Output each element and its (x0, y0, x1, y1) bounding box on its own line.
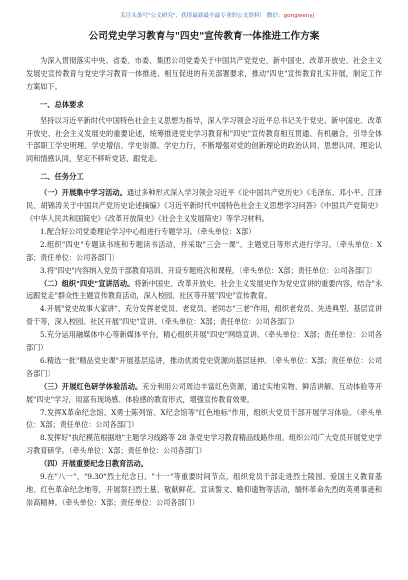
task-item: 8.发挥好"执纪模范根据地"主题学习线路等 28 条党史学习教育精品线路作用，组织公司广大党员开展党史学习教育研学。（牵头单位：X部；责任单位：公司各部门） (26, 433, 382, 456)
task-item: 7.发挥X革命纪念馆、X勇士陈列馆、X纪念馆等"红色地标"作用，组织大党员干部开展学习体验。（牵头单位：X部；责任单位：公司各部门） (26, 407, 382, 430)
task-item: 3.将"四史"内容纳入党员干部教育培训、开设专题班次和课程。〔牵头单位：X部；责任单位：公司各部门〕 (40, 265, 377, 275)
subsection-title: （四）开展重要纪念日教育活动。 (40, 459, 148, 469)
subsection-title: （二）组织"四史"宣讲活动。 (40, 278, 135, 288)
task-item: 9.在"八一"、"9.30"烈士纪念日、"十一"等重要时间节点，组织党员干部走进烈士陵园、爱国主义教育基地、红色革命纪念地等，开展祭扫烈士墓、敬献鲜花、宣读誓文、瞻仰遗物等活动，缅怀革命先烈的英勇事迹和崇高精神。（牵头单位：X部；责任单位：公司各部门） (26, 472, 382, 507)
document-body (26, 55, 382, 510)
task-item: 4.开展"党史故事大家讲"，充分发挥老党员、老党员、老同志"三老"作用，组织老党员、先进典型、基层宣讲骨干等，深入校园、社区开展"四史"宣讲。（牵头单位：X部；责任单位：公司各部门） (26, 304, 382, 327)
intro-paragraph: 为深入贯彻落实中央、省委、市委、集团公司党委关于中国共产党党史、新中国史、改革开放史、社会主义发展史宣传教育与党史学习教育一体推进、相互促进的有关部署要求，推动"四史"宣传教育扎实开展，制定工作方案如下。 (26, 56, 382, 91)
document-title: 公司党史学习教育与"四史"宣传教育一体推进工作方案 (88, 31, 320, 42)
task-item: 1.配合好公司党委理论学习中心组进行专题学习。（牵头单位：X部） (40, 226, 256, 236)
subsection-text: 充分利用公司周边丰富红色资源，通过实地实物、鲜活讲解、互动体验等开展"四史"学习，用富有现场感、体验感的教育形式，增强宣传教育效果。 (26, 381, 382, 404)
section-heading-general: 一、总体要求 (40, 99, 84, 109)
subsection-lecture (26, 278, 382, 304)
task-item: 5.充分运用融媒体中心等新媒体平台，精心组织开展"四史"网络宣讲。（牵头单位：X部；责任单位：公司各部门） (26, 330, 382, 353)
subsection-title: （一）开展集中学习活动。 (40, 188, 127, 198)
subsection-red-study (26, 381, 382, 407)
subsection-study (26, 187, 382, 226)
subsection-title: （三）开展红色研学体验活动。 (40, 381, 143, 391)
subsection-text: 通过多种形式深入学习领会习近平《论中国共产党历史》《毛泽东、邓小平、江泽民、胡锦涛关于中国共产党历史论述摘编》《习近平新时代中国特色社会主义思想学习问答》《中国共产党简史》《中华人民共和国简史》《改革开放简史》《社会主义发展简史》等学习材料。 (26, 188, 382, 223)
task-item: 6.精选一批"精品党史课"开展基层巡讲，推动优质党史资源向基层延伸。〔牵头单位：X部；责任单位：公司各部门〕 (26, 355, 382, 378)
task-item: 2.组织"四史"专题读书班和专题读书活动，并采取"三会一课"、主题党日等形式进行学习。〔牵头单位：X部；责任单位：公司各部门〕 (26, 239, 382, 262)
subsection-text: 将新中国史、改革开放史、社会主义发展史作为党史宣讲的重要内容，结合"永远跟党走"群众性主题宣传教育活动，深入校园、社区等开展"四史"宣传教育。 (26, 278, 382, 301)
general-requirements-text: 坚持以习近平新时代中国特色社会主义思想为指导，深入学习领会习近平总书记关于党史、新中国史、改革开放史、社会主义发展史的重要论述，统筹推进党史学习教育和"四史"宣传教育相互贯通、有机融合，引导全体干部职工学史明理、学史增信、学史崇德、学史力行，不断增强对党的创新理论的政治认同、思想认同、理论认同和情感认同，坚定不移听党话、跟党走。 (26, 115, 382, 164)
banner-wechat: gongwenyj (283, 13, 315, 19)
section-heading-tasks: 二、任务分工 (40, 172, 84, 182)
source-banner (120, 12, 340, 20)
banner-text: 关注头条号"公文研究"，获得最新最全最专业的公文资料！ 微信： (120, 13, 284, 19)
